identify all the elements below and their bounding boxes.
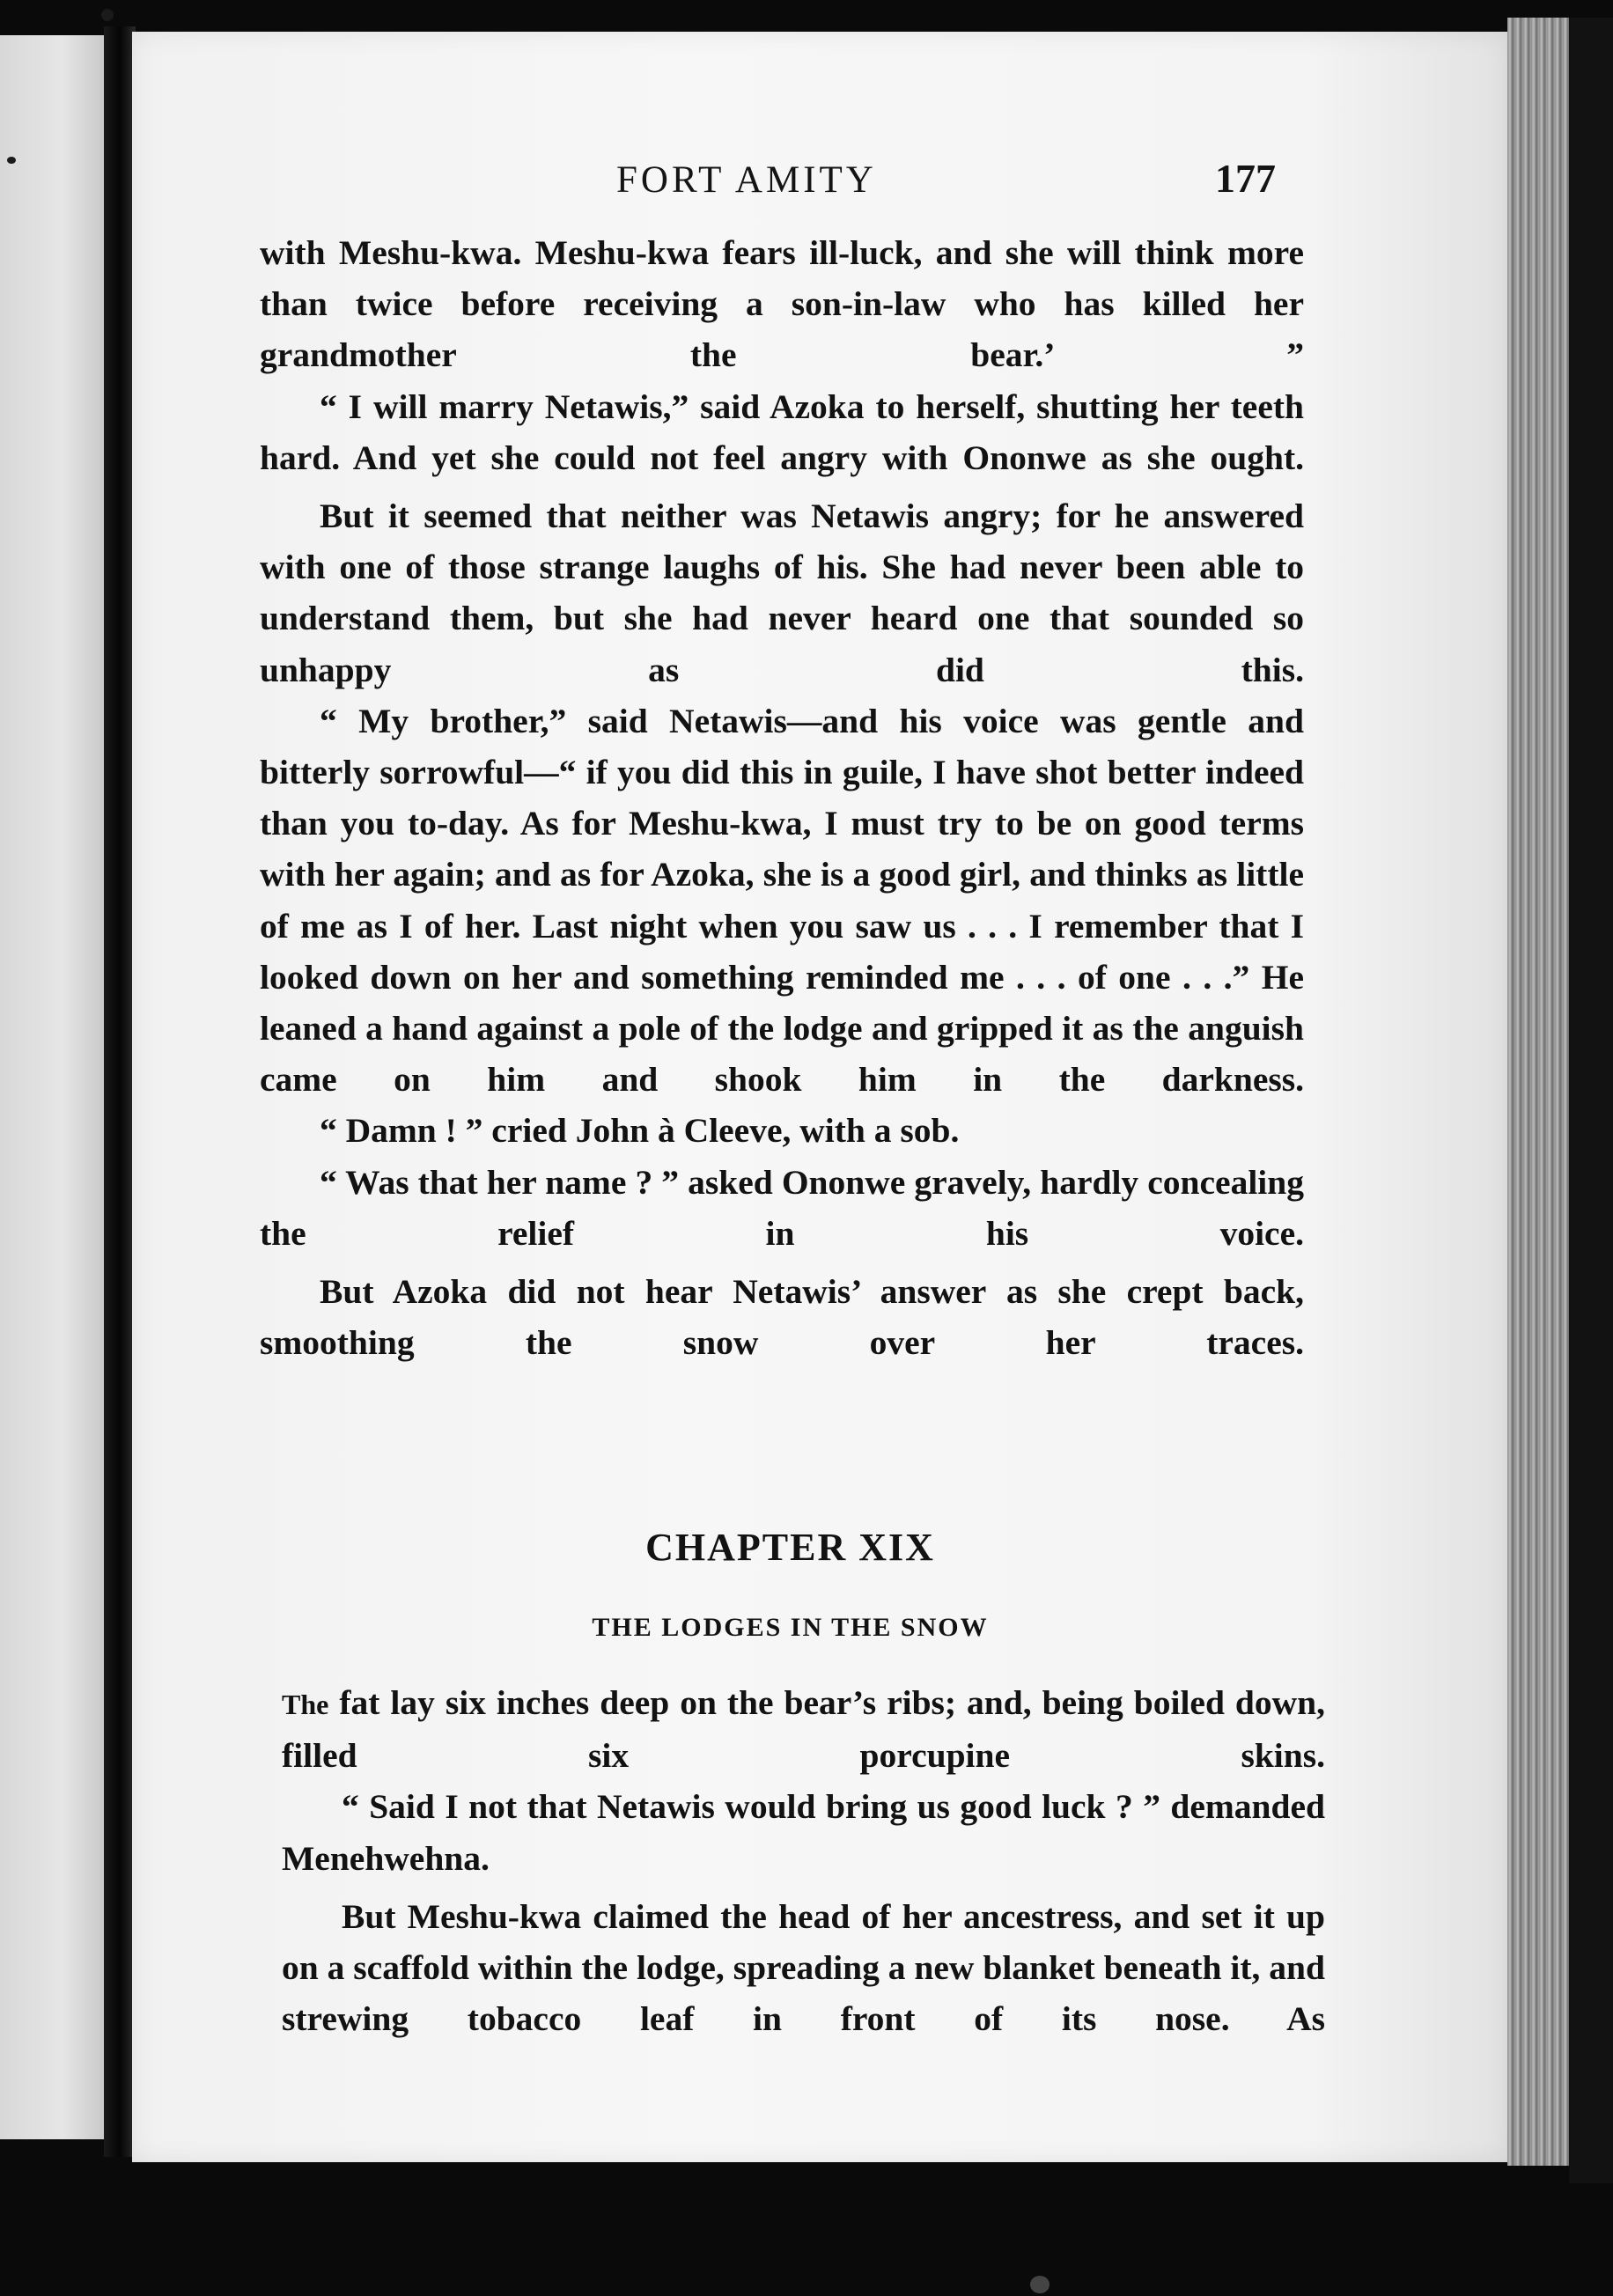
paragraph: “ Was that her name ? ” asked Ononwe gravely, hardly concealing the relief in his voice.	[260, 1162, 1304, 1253]
paragraph: “ Damn ! ” cried John à Cleeve, with a sob.	[320, 1111, 960, 1151]
paragraph-text: fat lay six inches deep on the bear’s ribs; and, being boiled down, filled six porcupine skins.	[282, 1683, 1325, 1776]
page-number: 177	[1215, 156, 1276, 201]
body-text-top	[260, 227, 1304, 1368]
paragraph: “ Said I not that Netawis would bring us good luck ? ” demanded Menehwehna.	[282, 1787, 1325, 1878]
running-head-title: FORT AMITY	[616, 159, 877, 201]
chapter-heading: CHAPTER XIX	[645, 1526, 935, 1569]
paragraph: But it seemed that neither was Netawis angry; for he answered with one of those strange laughs of his. She had never been able to understand them, but she had never heard one that sounded so unhappy as did this.	[260, 497, 1304, 689]
facing-page-edge	[0, 35, 104, 2139]
paragraph: with Meshu-kwa. Meshu-kwa fears ill-luck, and she will think more than twice before receiving a son-in-law who has killed her grandmother the bear.’ ”	[260, 233, 1304, 375]
scan-speck	[101, 9, 114, 21]
chapter-subtitle: THE LODGES IN THE SNOW	[592, 1613, 989, 1642]
paragraph: “ My brother,” said Netawis—and his voice was gentle and bitterly sorrowful—“ if you did this in guile, I have shot better indeed than you to-day. As for Meshu-kwa, I must try to be on good terms with her again; and as for Azoka, she is a good girl, and thinks as little of me as I of her. Last night when you saw us . . . I remember that I looked down on her and something reminded me . . . of one . . .” He leaned a hand against a pole of the lodge and gripped it as the anguish came on him and shook him in the darkness.	[260, 701, 1304, 1100]
body-text-bottom	[282, 1677, 1325, 2044]
paragraph: But Azoka did not hear Netawis’ answer as she crept back, smoothing the snow over her traces.	[260, 1272, 1304, 1363]
opening-word: The	[282, 1689, 329, 1720]
scan-speck	[1030, 2276, 1050, 2293]
scan-speck	[7, 157, 16, 164]
paragraph	[282, 1677, 1325, 1781]
paragraph: But Meshu-kwa claimed the head of her ancestress, and set it up on a scaffold within the lodge, spreading a new blanket beneath it, and strewing tobacco leaf in front of its nose. As	[282, 1896, 1325, 2039]
page-edges	[1507, 18, 1569, 2166]
book-cover-edge	[1569, 18, 1613, 2183]
paragraph: “ I will marry Netawis,” said Azoka to herself, shutting her teeth hard. And yet she could not feel angry with Ononwe as she ought.	[260, 386, 1304, 477]
running-head	[132, 158, 1290, 211]
book-gutter	[104, 26, 136, 2157]
